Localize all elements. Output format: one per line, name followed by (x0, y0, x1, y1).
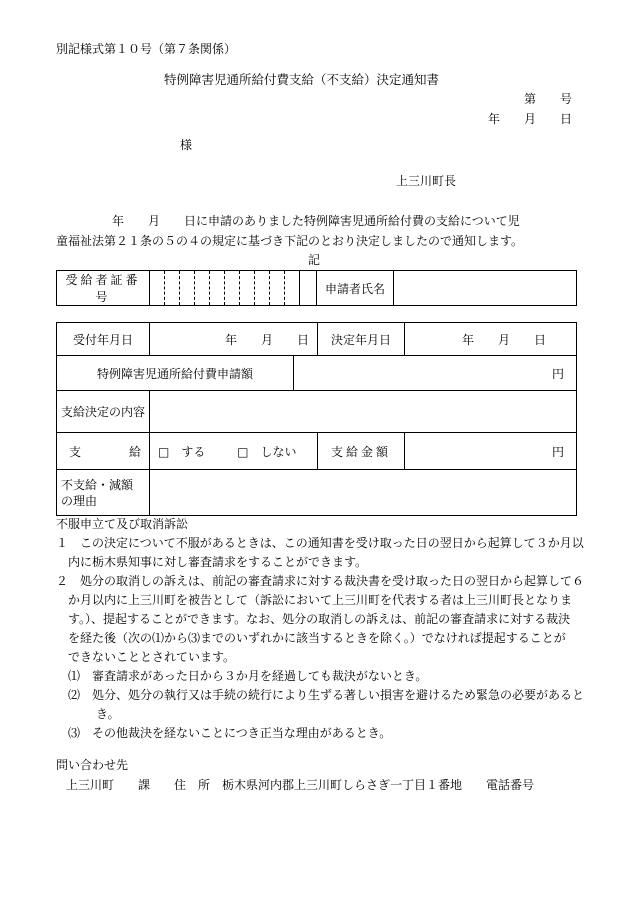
note-2-line-a: ２ 処分の取消しの訴えは、前記の審査請求に対する裁決書を受け取った日の翌日から起算して６ (56, 574, 585, 588)
note-2-line-b: か月以内に上三川町を被告として（訴訟において上三川町を代表する者は上三川町長となりま (68, 593, 573, 607)
recipient-number-digit[interactable] (240, 271, 255, 306)
subnote-3: ⑶ その他裁決を経ないことにつき正当な理由があるとき。 (68, 726, 392, 740)
contact-heading: 問い合わせ先 (56, 758, 129, 772)
body-line-1: 年 月 日に申請のありました特例障害児通所給付費の支給について児 (112, 214, 520, 228)
option-no-checkbox[interactable]: □ しない (237, 444, 297, 459)
requested-amount-field[interactable] (294, 356, 577, 391)
payment-label (57, 433, 150, 470)
recipient-number-digit[interactable] (195, 271, 210, 306)
decision-date-label: 決定年月日 (318, 323, 405, 356)
receipt-date-field[interactable]: 年 月 日 (150, 323, 318, 356)
note-2-line-d: を経た後（次の⑴から⑶までのいずれかに該当するときを除く。）でなければ提起することが (68, 631, 566, 645)
subnote-2-line-b: き。 (96, 707, 120, 721)
document-number: 第 号 (524, 92, 573, 106)
document-title: 特例障害児通所給付費支給（不支給）決定通知書 (164, 72, 440, 87)
contact-line: 上三川町 課 住 所 栃木県河内郡上三川町しらさぎ一丁目１番地 電話番号 (66, 778, 535, 792)
ki-heading: 記 (308, 253, 321, 267)
recipient-table (56, 270, 577, 306)
yen-unit: 円 (551, 366, 564, 381)
applicant-name-label: 申請者氏名 (317, 271, 394, 306)
decision-date-field[interactable]: 年 月 日 (405, 323, 577, 356)
subnote-2-line-a: ⑵ 処分、処分の執行又は手続の続行により生ずる著しい損害を避けるため緊急の必要があると (68, 688, 585, 702)
body-line-2: 童福祉法第２１条の５の４の規定に基づき下記のとおり決定しましたので通知します。 (56, 234, 524, 248)
reason-field[interactable] (150, 470, 577, 516)
recipient-number-digit[interactable] (150, 271, 165, 306)
applicant-name-field[interactable] (394, 271, 577, 306)
receipt-date-label: 受付年月日 (57, 323, 150, 356)
note-2-line-c: す。）、提起することができます。なお、処分の取消しの訴えは、前記の審査請求に対する裁決 (68, 612, 571, 626)
payment-label-a: 支 (69, 444, 82, 459)
reason-label-line-1: 不支給・減額 (61, 477, 134, 492)
issuer-name: 上三川町長 (396, 174, 457, 188)
recipient-number-digit[interactable] (165, 271, 180, 306)
recipient-number-digit[interactable] (180, 271, 195, 306)
recipient-number-digit[interactable] (270, 271, 285, 306)
issue-date: 年 月 日 (488, 112, 573, 126)
notes-heading: 不服申立て及び取消訴訟 (56, 517, 189, 531)
requested-amount-label: 特例障害児通所給付費申請額 (57, 356, 294, 391)
paid-amount-label: 支給金額 (318, 433, 405, 470)
decision-table (56, 322, 577, 516)
paid-amount-field[interactable] (405, 433, 577, 470)
recipient-number-digit[interactable] (285, 271, 300, 306)
subnote-1: ⑴ 審査請求があった日から３か月を経過しても裁決がないとき。 (68, 669, 428, 683)
note-2-line-e: できないこととされています。 (68, 650, 236, 664)
recipient-number-digit[interactable] (210, 271, 225, 306)
notes-section (56, 515, 584, 743)
option-yes-checkbox[interactable]: □ する (158, 444, 206, 459)
yen-unit: 円 (551, 444, 564, 459)
payment-label-b: 給 (128, 444, 141, 459)
form-number: 別記様式第１０号（第７条関係） (56, 42, 237, 56)
decision-content-field[interactable] (150, 391, 577, 433)
note-1-line-a: １ この決定について不服があるときは、この通知書を受け取った日の翌日から起算して３か月以 (56, 536, 584, 550)
recipient-number-digit[interactable] (225, 271, 240, 306)
note-1-line-b: 内に栃木県知事に対し審査請求をすることができます。 (68, 555, 368, 569)
table-spacer (300, 271, 317, 306)
recipient-number-label: 受給者証番号 (57, 271, 150, 306)
addressee-honorific: 様 (180, 138, 193, 152)
payment-options (150, 433, 318, 470)
decision-content-label: 支給決定の内容 (57, 391, 150, 433)
recipient-number-digit[interactable] (255, 271, 270, 306)
reason-label-line-2: の理由 (61, 493, 98, 508)
reason-label (57, 470, 150, 516)
